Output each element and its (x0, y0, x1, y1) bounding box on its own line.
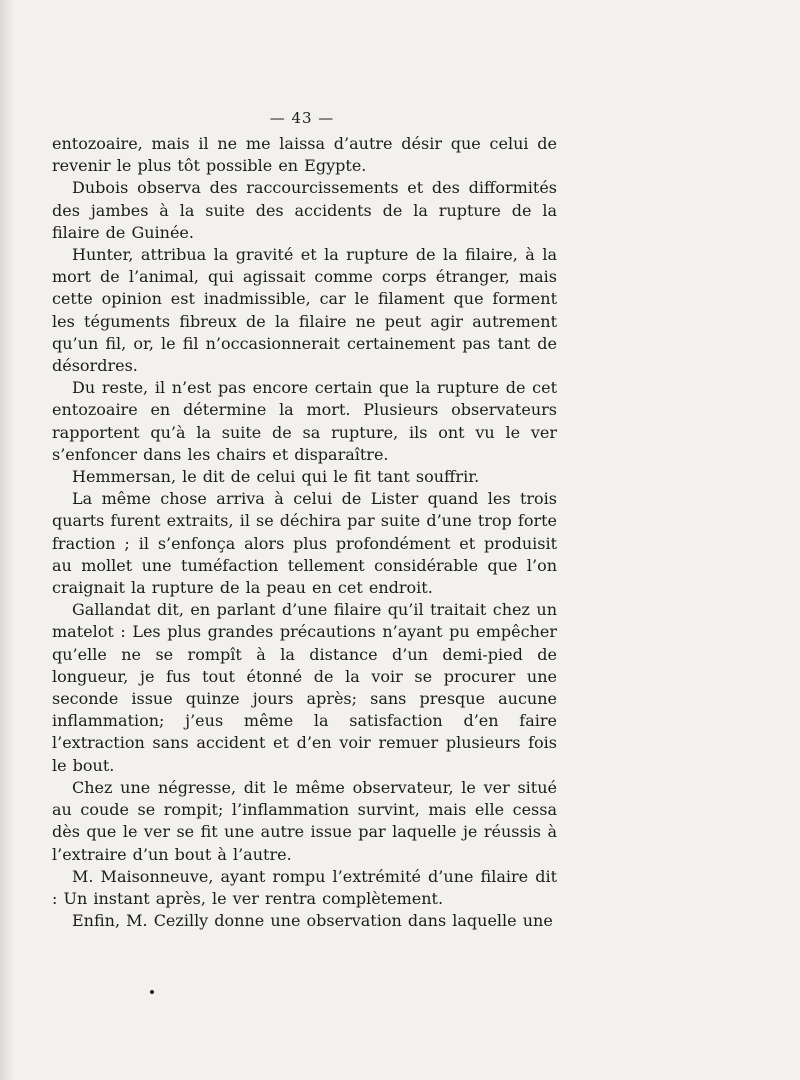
paragraph-7: Gallandat dit, en parlant d’une filaire qu’il traitait chez un matelot : Les plus grandes précautions n’ayant pu empêcher qu’elle ne se rompît à la distance d’un demi-pied de longueur, je fus tout étonné de la voir se procurer une seconde issue quinze jours après; sans presque aucune inflammation; j’eus même la satisfaction d’en faire l’extraction sans accident et d’en voir remuer plusieurs fois le bout. (52, 600, 557, 775)
page-edge-shadow (0, 0, 14, 1080)
body-text (52, 133, 557, 932)
paragraph-5: Hemmersan, le dit de celui qui le fit tant souffrir. (72, 467, 480, 487)
paragraph-6: La même chose arriva à celui de Lister quand les trois quarts furent extraits, il se déchira par suite d’une trop forte fraction ; il s’enfonça alors plus profondément et produisit au mollet une tuméfaction tellement considérable que l’on craignait la rupture de la peau en cet endroit. (52, 489, 557, 598)
paragraph-4: Du reste, il n’est pas encore certain que la rupture de cet entozoaire en détermine la mort. Plusieurs observateurs rapportent qu’à la suite de sa rupture, ils ont vu le ver s’enfoncer dans les chairs et disparaître. (52, 378, 557, 464)
paragraph-1: entozoaire, mais il ne me laissa d’autre désir que celui de revenir le plus tôt possible en Egypte. (52, 134, 557, 176)
page-number: — 43 — (269, 109, 335, 127)
paragraph-2: Dubois observa des raccourcissements et des difformités des jambes à la suite des accidents de la rupture de la filaire de Guinée. (52, 178, 557, 242)
paragraph-9: M. Maisonneuve, ayant rompu l’extrémité d’une filaire dit : Un instant après, le ver rentra complètement. (52, 866, 557, 908)
ink-speck (150, 990, 154, 994)
paragraph-10: Enfin, M. Cezilly donne une observation dans laquelle une (72, 911, 553, 931)
paragraph-8: Chez une négresse, dit le même observateur, le ver situé au coude se rompit; l’inflammation survint, mais elle cessa dès que le ver se fit une autre issue par laquelle je réussis à l’extraire d’un bout à l’autre. (52, 777, 557, 864)
paragraph-3: Hunter, attribua la gravité et la rupture de la filaire, à la mort de l’animal, qui agissait comme corps étranger, mais cette opinion est inadmissible, car le filament que forment les téguments fibreux de la filaire ne peut agir autrement qu’un fil, or, le fil n’occasionnerait certainement pas tant de désordres. (52, 245, 557, 376)
